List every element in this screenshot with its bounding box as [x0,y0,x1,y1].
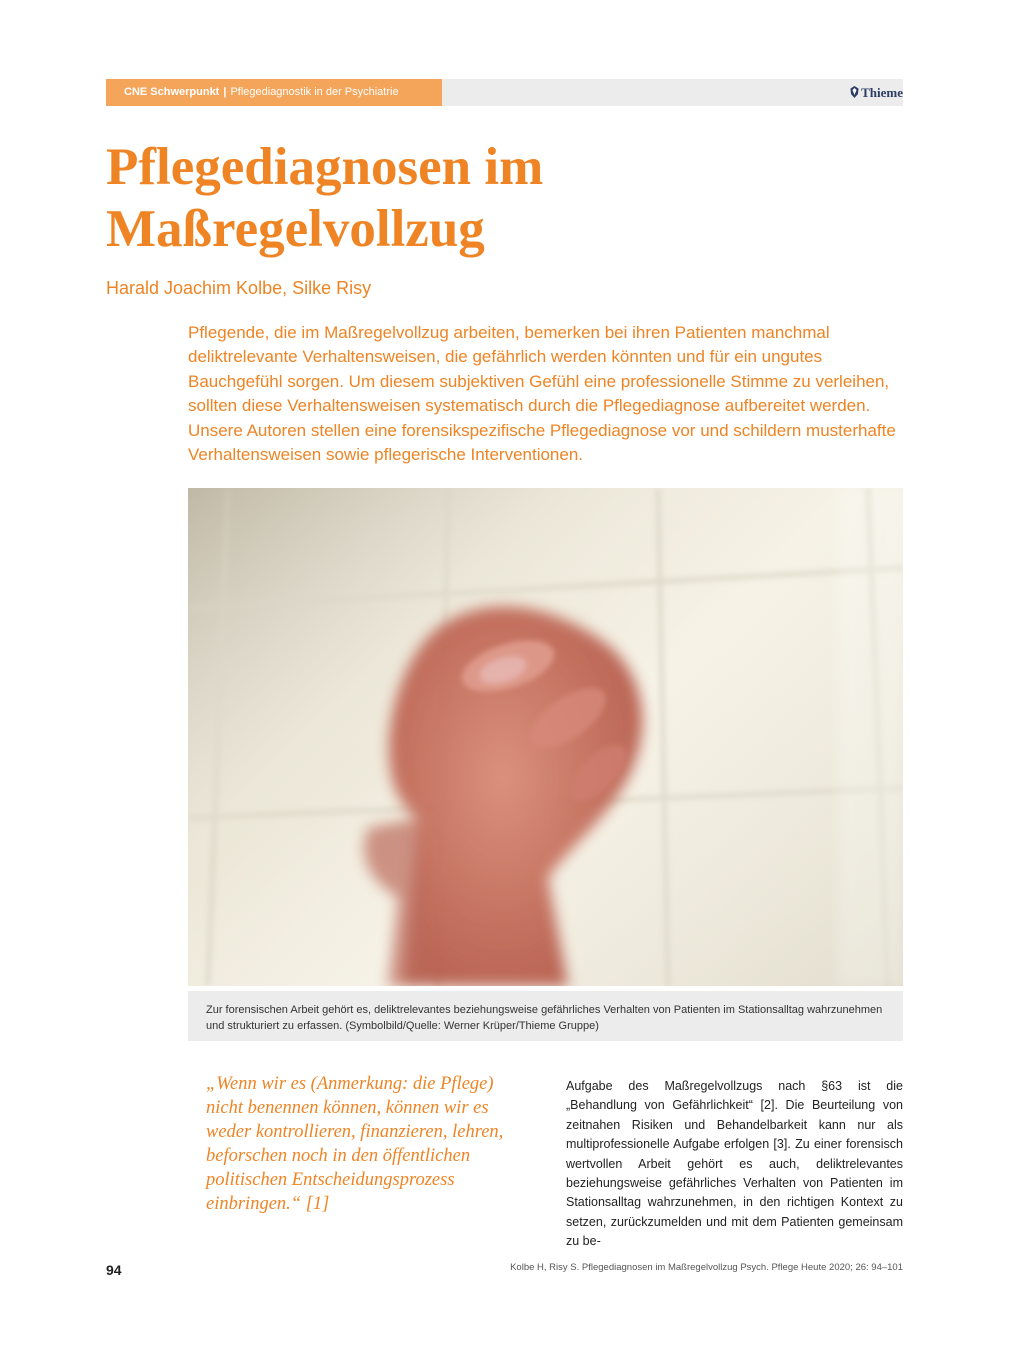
pull-quote: „Wenn wir es (Anmerkung: die Pflege) nicht benennen können, können wir es weder kontrollieren, finanzieren, lehren, beforschen noch in den öffentlichen politischen Entscheidungsprozess einbringen.“ [1] [206,1074,504,1214]
clenched-fist-photo [188,488,903,986]
publisher-name: Thieme [861,85,903,100]
article-title: Pflegediagnosen im Maßregelvollzug [106,138,544,258]
article-photo [188,488,903,986]
citation: Kolbe H, Risy S. Pflegediagnosen im Maßregelvollzug Psych. Pflege Heute 2020; 26: 94–101 [510,1262,903,1273]
page-number: 94 [106,1262,122,1278]
publisher-logo [850,79,903,106]
thieme-emblem-icon [850,86,859,98]
article-lead: Pflegende, die im Maßregelvollzug arbeiten, bemerken bei ihren Patienten manchmal deliktrelevante Verhaltensweisen, die gefährlich werden könnten und für ein ungutes Bauchgefühl sorgen. Um diesem subjektiven Gefühl eine professionelle Stimme zu verleihen, sollten diese Verhaltensweisen systematisch durch die Pflegediagnose aufbereitet werden. Unsere Autoren stellen eine forensikspezifische Pflegediagnose vor und schildern musterhafte Verhaltensweisen sowie pflegerische Interventionen. [188,323,896,465]
body-text: Aufgabe des Maßregelvollzugs nach §63 ist die „Behandlung von Gefährlichkeit“ [2]. Die Beurteilung von zeitnahen Risiken und Behandelbarkeit kann nur als multiprofessionelle Aufgabe erfolgen [3]. Zu einer forensisch wertvollen Arbeit gehört es auch, deliktrelevantes beziehungsweise gefährliches Verhalten von Patienten im Stationsalltag wahrzunehmen, in den richtigen Kontext zu setzen, zurückzumelden und mit dem Patienten gemeinsam zu be- [566,1079,903,1249]
section-tag [106,79,442,106]
section-separator: | [223,86,227,98]
article-authors: Harald Joachim Kolbe, Silke Risy [106,278,372,298]
section-label: CNE Schwerpunkt [124,86,220,98]
section-topic: Pflegediagnostik in der Psychiatrie [230,86,399,98]
figure-caption: Zur forensischen Arbeit gehört es, deliktrelevantes beziehungsweise gefährliches Verhalten von Patienten im Stationsalltag wahrzunehmen und strukturiert zu erfassen. (Symbolbild/Quelle: Werner Krüper/Thieme Gruppe) [188,991,903,1041]
